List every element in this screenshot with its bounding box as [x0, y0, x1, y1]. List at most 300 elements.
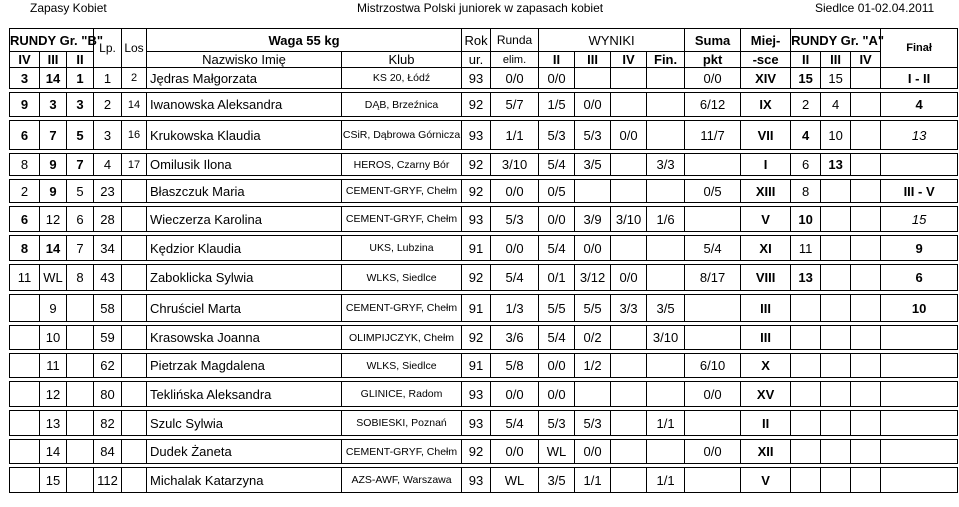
elim-result: 5/3 [491, 207, 539, 232]
rundy-a-iii [821, 326, 851, 350]
result-iv: 0/0 [611, 121, 647, 150]
birth-year: 91 [462, 354, 491, 378]
result-final [647, 236, 685, 261]
points-total: 0/0 [685, 68, 741, 89]
rundy-a-iv [851, 236, 881, 261]
elim-result: 5/8 [491, 354, 539, 378]
rundy-a-iv [851, 207, 881, 232]
rundy-a-iii [821, 440, 851, 464]
result-iii: 0/0 [575, 440, 611, 464]
points-total: 0/5 [685, 180, 741, 203]
rundy-b-iii: 13 [40, 411, 67, 436]
weight-header: Waga 55 kg [147, 29, 462, 52]
club-col-header: Klub [342, 52, 462, 68]
points-total: 8/17 [685, 265, 741, 291]
lp-cell: 28 [94, 207, 122, 232]
birth-year: 93 [462, 468, 491, 493]
rundy-b-iv: 6 [10, 207, 40, 232]
table-row [10, 354, 958, 378]
place-cell: III [741, 295, 791, 322]
rundy-b-ii: 8 [67, 265, 94, 291]
club-cell: CEMENT-GRYF, Chełm [342, 207, 462, 232]
lp-cell: 23 [94, 180, 122, 203]
birth-year: 92 [462, 326, 491, 350]
place-cell: III [741, 326, 791, 350]
club-cell: HEROS, Czarny Bór [342, 154, 462, 176]
lp-header: Lp. [94, 29, 122, 68]
rundy-a-ii: 6 [791, 154, 821, 176]
rundy-a-ii: 13 [791, 265, 821, 291]
los-cell [122, 354, 147, 378]
table-row [10, 468, 958, 493]
rundy-a-ii [791, 354, 821, 378]
lp-cell: 3 [94, 121, 122, 150]
elim-result: 5/7 [491, 93, 539, 117]
result-iii [575, 382, 611, 407]
los-cell: 2 [122, 68, 147, 89]
final-cell: 6 [881, 265, 958, 291]
runda-sub-header: elim. [491, 52, 539, 68]
result-iii: 0/2 [575, 326, 611, 350]
result-iv [611, 411, 647, 436]
rundy-b-iv [10, 295, 40, 322]
result-iii: 1/2 [575, 354, 611, 378]
rundy-a-iii: 15 [821, 68, 851, 89]
result-final [647, 382, 685, 407]
rundy-b-iii: 12 [40, 382, 67, 407]
result-ii: 5/5 [539, 295, 575, 322]
result-iv [611, 382, 647, 407]
rundy-b-ii: 7 [67, 154, 94, 176]
place-cell: VII [741, 121, 791, 150]
result-iii: 1/1 [575, 468, 611, 493]
rundy-b-iv: 8 [10, 154, 40, 176]
final-cell [881, 326, 958, 350]
runda-header: Runda [491, 29, 539, 52]
lp-cell: 84 [94, 440, 122, 464]
rundy-b-ii [67, 295, 94, 322]
name-col-header: Nazwisko Imię [147, 52, 342, 68]
rundy-a-iv [851, 354, 881, 378]
result-iii: 5/3 [575, 411, 611, 436]
rundy-b-iii: 9 [40, 154, 67, 176]
rundy-b-iii: 12 [40, 207, 67, 232]
result-final [647, 440, 685, 464]
club-cell: CEMENT-GRYF, Chełm [342, 180, 462, 203]
result-iv [611, 354, 647, 378]
result-iii: 5/5 [575, 295, 611, 322]
elim-result: 0/0 [491, 180, 539, 203]
los-cell [122, 236, 147, 261]
lp-cell: 62 [94, 354, 122, 378]
place-cell: XI [741, 236, 791, 261]
result-ii: 5/3 [539, 121, 575, 150]
competitor-name: Omilusik Ilona [147, 154, 342, 176]
rundy-a-ii: 11 [791, 236, 821, 261]
birth-year: 92 [462, 180, 491, 203]
rundy-a-ii: 4 [791, 121, 821, 150]
rundy-a-iv [851, 382, 881, 407]
points-total [685, 207, 741, 232]
result-iv [611, 440, 647, 464]
result-ii: 5/3 [539, 411, 575, 436]
rundy-a-ii: 2 [791, 93, 821, 117]
result-ii: 5/4 [539, 236, 575, 261]
rundy-b-iv [10, 440, 40, 464]
club-cell: DĄB, Brzeźnica [342, 93, 462, 117]
result-final: 3/10 [647, 326, 685, 350]
competitor-name: Błaszczuk Maria [147, 180, 342, 203]
rundy-a-ii: 15 [791, 68, 821, 89]
elim-result: 3/10 [491, 154, 539, 176]
los-cell: 14 [122, 93, 147, 117]
competitor-name: Iwanowska Aleksandra [147, 93, 342, 117]
rundy-a-iv [851, 121, 881, 150]
club-cell: GLINICE, Radom [342, 382, 462, 407]
rundy-b-ii [67, 468, 94, 493]
result-iii [575, 68, 611, 89]
rundy-b-ii: 7 [67, 236, 94, 261]
rundy-b-iii: 3 [40, 93, 67, 117]
rundy-a-iv [851, 68, 881, 89]
club-cell: WLKS, Siedlce [342, 354, 462, 378]
rundy-b-iii: WL [40, 265, 67, 291]
rundy-a-ii [791, 440, 821, 464]
rundy-a-ii [791, 326, 821, 350]
rundy-b-iv: 8 [10, 236, 40, 261]
rundy-a-col: II [791, 52, 821, 68]
rundy-a-iii [821, 468, 851, 493]
result-ii: 0/0 [539, 354, 575, 378]
result-ii: 0/0 [539, 382, 575, 407]
rundy-a-header: RUNDY Gr. "A" [791, 29, 881, 52]
points-total [685, 326, 741, 350]
rundy-b-iv: 6 [10, 121, 40, 150]
result-iii: 0/0 [575, 236, 611, 261]
result-final: 1/1 [647, 468, 685, 493]
rundy-b-col: IV [10, 52, 40, 68]
elim-result: 5/4 [491, 411, 539, 436]
rundy-a-iii [821, 236, 851, 261]
rundy-b-iii: 14 [40, 440, 67, 464]
wyniki-col: II [539, 52, 575, 68]
rundy-a-ii [791, 468, 821, 493]
club-cell: OLIMPIJCZYK, Chełm [342, 326, 462, 350]
club-cell: SOBIESKI, Poznań [342, 411, 462, 436]
place-cell: X [741, 354, 791, 378]
lp-cell: 4 [94, 154, 122, 176]
place-cell: XII [741, 440, 791, 464]
rundy-a-iv [851, 154, 881, 176]
lp-cell: 58 [94, 295, 122, 322]
rundy-a-col: III [821, 52, 851, 68]
rundy-b-ii [67, 382, 94, 407]
result-final: 1/1 [647, 411, 685, 436]
result-iii: 0/0 [575, 93, 611, 117]
result-iv: 0/0 [611, 265, 647, 291]
points-total: 0/0 [685, 440, 741, 464]
rundy-b-ii [67, 411, 94, 436]
rundy-a-iv [851, 326, 881, 350]
rundy-b-col: II [67, 52, 94, 68]
result-iv [611, 180, 647, 203]
rundy-b-header: RUNDY Gr. "B" [10, 29, 94, 52]
result-ii: 3/5 [539, 468, 575, 493]
points-total [685, 295, 741, 322]
birth-year: 93 [462, 68, 491, 89]
rundy-b-iii: 14 [40, 236, 67, 261]
elim-result: 0/0 [491, 382, 539, 407]
result-iii: 5/3 [575, 121, 611, 150]
club-cell: CEMENT-GRYF, Chełm [342, 440, 462, 464]
rundy-b-iv: 2 [10, 180, 40, 203]
lp-cell: 82 [94, 411, 122, 436]
rundy-a-iii [821, 295, 851, 322]
header-row-1 [10, 29, 958, 52]
rundy-a-iv [851, 468, 881, 493]
competitor-name: Teklińska Aleksandra [147, 382, 342, 407]
header-row-2 [10, 52, 958, 68]
lp-cell: 59 [94, 326, 122, 350]
club-cell: CSiR, Dąbrowa Górnicza [342, 121, 462, 150]
place-cell: II [741, 411, 791, 436]
final-cell: 13 [881, 121, 958, 150]
header-title: Mistrzostwa Polski juniorek w zapasach kobiet [357, 1, 604, 15]
result-final: 1/6 [647, 207, 685, 232]
birth-year: 93 [462, 411, 491, 436]
miejsce-sub-header: -sce [741, 52, 791, 68]
lp-cell: 43 [94, 265, 122, 291]
competitor-name: Wieczerza Karolina [147, 207, 342, 232]
competitor-name: Krasowska Joanna [147, 326, 342, 350]
final-cell [881, 382, 958, 407]
birth-year: 92 [462, 265, 491, 291]
rundy-a-iv [851, 440, 881, 464]
result-iv [611, 326, 647, 350]
birth-year: 93 [462, 121, 491, 150]
competitor-name: Pietrzak Magdalena [147, 354, 342, 378]
los-cell: 17 [122, 154, 147, 176]
result-ii: 0/0 [539, 207, 575, 232]
result-iv [611, 68, 647, 89]
birth-year: 91 [462, 295, 491, 322]
header-date: Siedlce 01-02.04.2011 [815, 1, 935, 15]
final-cell: 4 [881, 93, 958, 117]
rundy-a-iv [851, 265, 881, 291]
los-cell [122, 180, 147, 203]
rundy-b-iv [10, 326, 40, 350]
table-body [10, 68, 958, 493]
table-row [10, 207, 958, 232]
wyniki-header: WYNIKI [539, 29, 685, 52]
result-iv [611, 236, 647, 261]
result-ii: 0/0 [539, 68, 575, 89]
final-cell: 15 [881, 207, 958, 232]
result-iii: 3/9 [575, 207, 611, 232]
los-cell [122, 468, 147, 493]
rundy-b-iv: 11 [10, 265, 40, 291]
result-ii: 5/4 [539, 154, 575, 176]
table-row [10, 68, 958, 89]
header-left: Zapasy Kobiet [30, 1, 107, 15]
rundy-b-col: III [40, 52, 67, 68]
rundy-a-ii [791, 295, 821, 322]
birth-year: 92 [462, 154, 491, 176]
rundy-a-col: IV [851, 52, 881, 68]
table-row [10, 180, 958, 203]
suma-header: Suma [685, 29, 741, 52]
suma-sub-header: pkt [685, 52, 741, 68]
lp-cell: 1 [94, 68, 122, 89]
rundy-b-iii: 9 [40, 180, 67, 203]
rundy-b-iv [10, 468, 40, 493]
club-cell: AZS-AWF, Warszawa [342, 468, 462, 493]
page-header [0, 0, 959, 18]
rundy-a-iii: 10 [821, 121, 851, 150]
birth-year: 92 [462, 440, 491, 464]
los-cell [122, 440, 147, 464]
competitor-name: Szulc Sylwia [147, 411, 342, 436]
result-iv: 3/3 [611, 295, 647, 322]
elim-result: 0/0 [491, 236, 539, 261]
club-cell: WLKS, Siedlce [342, 265, 462, 291]
competitor-name: Dudek Żaneta [147, 440, 342, 464]
rundy-a-iv [851, 295, 881, 322]
place-cell: XIV [741, 68, 791, 89]
rundy-a-iii [821, 207, 851, 232]
points-total: 6/12 [685, 93, 741, 117]
place-cell: V [741, 207, 791, 232]
rundy-b-ii [67, 326, 94, 350]
elim-result: 0/0 [491, 68, 539, 89]
result-final [647, 265, 685, 291]
points-total: 0/0 [685, 382, 741, 407]
wyniki-col: Fin. [647, 52, 685, 68]
club-cell: UKS, Lubzina [342, 236, 462, 261]
result-ii: 0/1 [539, 265, 575, 291]
los-cell: 16 [122, 121, 147, 150]
rundy-b-ii: 1 [67, 68, 94, 89]
rok-header: Rok [462, 29, 491, 52]
table-row [10, 326, 958, 350]
rundy-a-iv [851, 180, 881, 203]
competitor-name: Krukowska Klaudia [147, 121, 342, 150]
los-cell [122, 411, 147, 436]
result-final: 3/3 [647, 154, 685, 176]
rundy-a-ii: 10 [791, 207, 821, 232]
los-cell [122, 295, 147, 322]
final-cell [881, 440, 958, 464]
club-cell: KS 20, Łódź [342, 68, 462, 89]
final-cell [881, 411, 958, 436]
rundy-b-iii: 7 [40, 121, 67, 150]
rundy-b-iii: 10 [40, 326, 67, 350]
final-cell [881, 354, 958, 378]
rundy-b-ii [67, 354, 94, 378]
place-cell: IX [741, 93, 791, 117]
los-header: Los [122, 29, 147, 68]
result-iv [611, 93, 647, 117]
points-total: 5/4 [685, 236, 741, 261]
competitor-name: Jędras Małgorzata [147, 68, 342, 89]
rundy-b-iv: 3 [10, 68, 40, 89]
result-ii: 0/5 [539, 180, 575, 203]
elim-result: 1/3 [491, 295, 539, 322]
birth-year: 92 [462, 93, 491, 117]
lp-cell: 112 [94, 468, 122, 493]
table-row [10, 154, 958, 176]
points-total: 6/10 [685, 354, 741, 378]
competitor-name: Michalak Katarzyna [147, 468, 342, 493]
result-final: 3/5 [647, 295, 685, 322]
rundy-b-iv [10, 411, 40, 436]
result-ii: 1/5 [539, 93, 575, 117]
competitor-name: Zaboklicka Sylwia [147, 265, 342, 291]
rundy-a-iii [821, 265, 851, 291]
place-cell: V [741, 468, 791, 493]
final-header: Finał [881, 29, 958, 68]
rundy-a-ii [791, 382, 821, 407]
results-table [9, 28, 958, 493]
rundy-b-ii: 6 [67, 207, 94, 232]
rundy-a-iii [821, 354, 851, 378]
rundy-b-ii [67, 440, 94, 464]
table-row [10, 382, 958, 407]
los-cell [122, 382, 147, 407]
los-cell [122, 326, 147, 350]
result-iv [611, 154, 647, 176]
rundy-a-ii: 8 [791, 180, 821, 203]
place-cell: XV [741, 382, 791, 407]
rundy-b-ii: 3 [67, 93, 94, 117]
final-cell: I - II [881, 68, 958, 89]
rundy-b-ii: 5 [67, 180, 94, 203]
points-total [685, 468, 741, 493]
table-row [10, 93, 958, 117]
competitor-name: Chruściel Marta [147, 295, 342, 322]
rundy-a-iii [821, 382, 851, 407]
elim-result: 5/4 [491, 265, 539, 291]
final-cell [881, 468, 958, 493]
club-cell: CEMENT-GRYF, Chełm [342, 295, 462, 322]
rundy-b-iii: 14 [40, 68, 67, 89]
rundy-b-ii: 5 [67, 121, 94, 150]
table-row [10, 411, 958, 436]
rundy-a-iii [821, 411, 851, 436]
table-row [10, 265, 958, 291]
los-cell [122, 265, 147, 291]
rundy-a-iii: 4 [821, 93, 851, 117]
place-cell: VIII [741, 265, 791, 291]
elim-result: 1/1 [491, 121, 539, 150]
rundy-b-iii: 15 [40, 468, 67, 493]
rundy-b-iv: 9 [10, 93, 40, 117]
points-total [685, 154, 741, 176]
place-cell: I [741, 154, 791, 176]
final-cell [881, 154, 958, 176]
result-iii: 3/12 [575, 265, 611, 291]
elim-result: 0/0 [491, 440, 539, 464]
rundy-a-iii [821, 180, 851, 203]
rundy-b-iv [10, 382, 40, 407]
final-cell: 9 [881, 236, 958, 261]
los-cell [122, 207, 147, 232]
wyniki-col: IV [611, 52, 647, 68]
result-final [647, 180, 685, 203]
points-total [685, 411, 741, 436]
rundy-a-iii: 13 [821, 154, 851, 176]
rundy-a-iv [851, 411, 881, 436]
